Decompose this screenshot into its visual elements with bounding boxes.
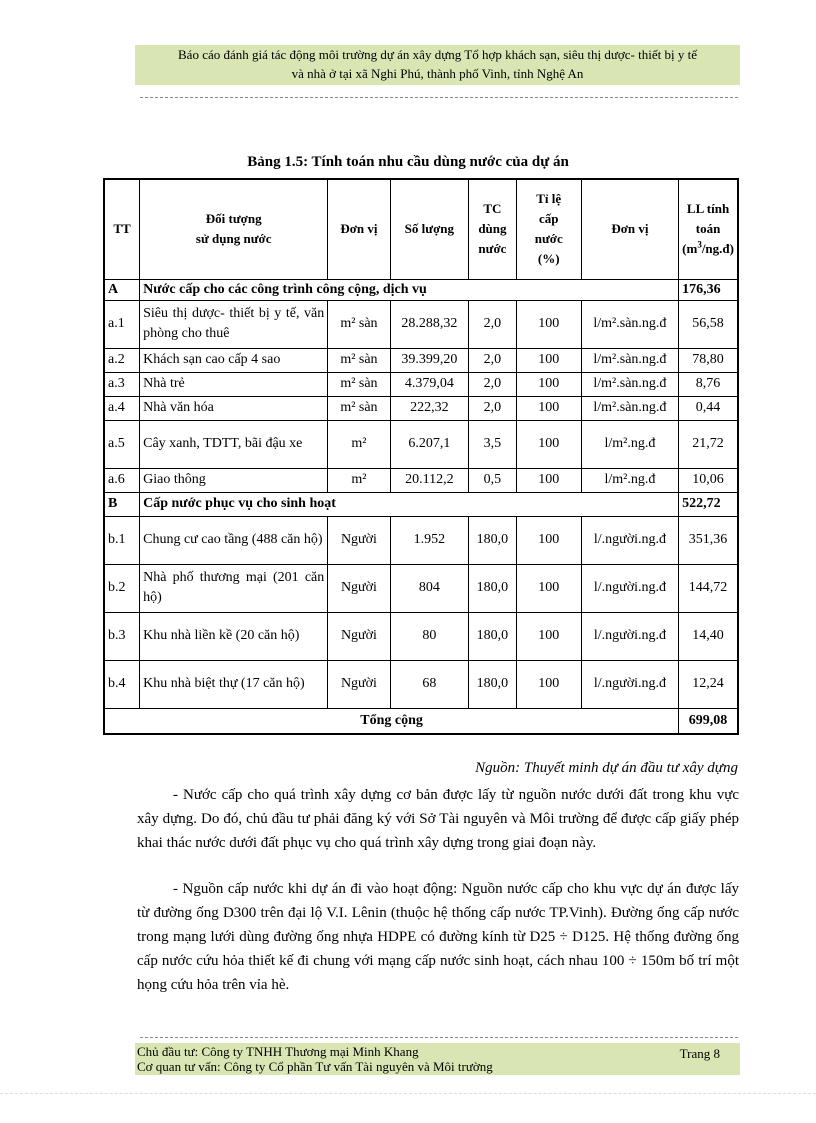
row-unit2: l/m².ng.đ — [581, 468, 678, 492]
footer-consultant: Cơ quan tư vấn: Công ty Cổ phần Tư vấn Tài nguyên và Môi trường — [137, 1059, 493, 1074]
section-b-total: 522,72 — [679, 492, 738, 516]
header-object — [140, 179, 328, 279]
row-object: Chung cư cao tầng (488 căn hộ) — [140, 516, 328, 564]
header-line-1: Báo cáo đánh giá tác động môi trường dự án xây dựng Tổ hợp khách sạn, siêu thị dược- thiết bị y tế — [178, 47, 697, 62]
row-unit: m² sàn — [328, 396, 390, 420]
row-object: Nhà văn hóa — [140, 396, 328, 420]
row-ratio: 100 — [516, 660, 581, 708]
row-ll: 14,40 — [679, 612, 738, 660]
row-object: Cây xanh, TDTT, bãi đậu xe — [140, 420, 328, 468]
header-unit: Đơn vị — [328, 179, 390, 279]
water-demand-table — [103, 178, 739, 735]
row-ratio: 100 — [516, 468, 581, 492]
header-ratio-line: cấp — [538, 211, 559, 227]
row-quantity: 1.952 — [390, 516, 468, 564]
section-a-id: A — [104, 279, 140, 300]
source-note: Nguồn: Thuyết minh dự án đầu tư xây dựng — [475, 760, 738, 776]
row-tc: 3,5 — [469, 420, 517, 468]
paragraph-2: - Nguồn cấp nước khi dự án đi vào hoạt động: Nguồn nước cấp cho khu vực dự án được lấy từ đường ống D300 trên đại lộ V.I. Lênin (thuộc hệ thống cấp nước TP.Vinh). Đường ống cấp nước trong mạng lưới dùng đường ống nhựa HDPE có đường kính từ D25 ÷ D125. Hệ thống đường ống cấp nước cứu hỏa thiết kế đi chung với mạng cấp nước sinh hoạt, cách nhau 100 ÷ 150m bố trí một họng cứu hỏa trên vỉa hè. — [137, 881, 739, 993]
row-tt: b.4 — [104, 660, 140, 708]
section-b-row — [104, 492, 738, 516]
section-b-label: Cấp nước phục vụ cho sinh hoạt — [140, 492, 679, 516]
footer-bottom-divider — [0, 1093, 816, 1094]
table-header-row — [104, 179, 738, 279]
header-tc-line: TC — [483, 201, 502, 217]
row-quantity: 20.112,2 — [390, 468, 468, 492]
section-a-total: 176,36 — [679, 279, 738, 300]
row-tc: 2,0 — [469, 348, 517, 372]
row-unit: Người — [328, 516, 390, 564]
header-ll-unit: (m — [682, 241, 698, 257]
row-unit: m² — [328, 420, 390, 468]
row-ll: 21,72 — [679, 420, 738, 468]
table-row — [104, 516, 738, 564]
row-tt: a.4 — [104, 396, 140, 420]
row-object: Khách sạn cao cấp 4 sao — [140, 348, 328, 372]
row-unit2: l/.người.ng.đ — [581, 516, 678, 564]
row-ll: 0,44 — [679, 396, 738, 420]
row-unit2: l/.người.ng.đ — [581, 564, 678, 612]
row-ll: 78,80 — [679, 348, 738, 372]
row-tt: a.2 — [104, 348, 140, 372]
row-unit: Người — [328, 612, 390, 660]
row-unit2: l/.người.ng.đ — [581, 612, 678, 660]
table-row — [104, 564, 738, 612]
row-quantity: 68 — [390, 660, 468, 708]
row-unit2: l/m².sàn.ng.đ — [581, 396, 678, 420]
header-ratio-line: (%) — [537, 251, 560, 267]
row-object: Siêu thị dược- thiết bị y tế, văn phòng cho thuê — [140, 300, 328, 348]
row-object: Khu nhà liền kề (20 căn hộ) — [140, 612, 328, 660]
header-ll-line: toán — [695, 221, 721, 237]
table-row — [104, 372, 738, 396]
header-object-line: sử dụng nước — [195, 231, 272, 247]
row-tt: b.2 — [104, 564, 140, 612]
row-tt: a.6 — [104, 468, 140, 492]
row-unit2: l/m².sàn.ng.đ — [581, 300, 678, 348]
row-ratio: 100 — [516, 372, 581, 396]
row-ratio: 100 — [516, 516, 581, 564]
table-row — [104, 396, 738, 420]
row-tt: b.3 — [104, 612, 140, 660]
row-unit2: l/m².ng.đ — [581, 420, 678, 468]
row-ll: 8,76 — [679, 372, 738, 396]
row-tc: 180,0 — [469, 660, 517, 708]
row-tt: a.1 — [104, 300, 140, 348]
table-row — [104, 612, 738, 660]
row-ratio: 100 — [516, 420, 581, 468]
total-label: Tổng cộng — [104, 708, 679, 734]
row-tc: 0,5 — [469, 468, 517, 492]
header-unit2: Đơn vị — [581, 179, 678, 279]
row-tt: a.3 — [104, 372, 140, 396]
table-row — [104, 348, 738, 372]
row-ratio: 100 — [516, 396, 581, 420]
page-number: Trang 8 — [679, 1046, 720, 1061]
header-ll-line — [682, 239, 734, 259]
row-quantity: 222,32 — [390, 396, 468, 420]
section-b-id: B — [104, 492, 140, 516]
row-ll: 144,72 — [679, 564, 738, 612]
row-unit2: l/m².sàn.ng.đ — [581, 372, 678, 396]
row-object: Khu nhà biệt thự (17 căn hộ) — [140, 660, 328, 708]
header-line-2: và nhà ở tại xã Nghi Phú, thành phố Vinh, tỉnh Nghệ An — [291, 66, 584, 81]
table-row — [104, 660, 738, 708]
header-ratio — [516, 179, 581, 279]
row-ratio: 100 — [516, 348, 581, 372]
row-object: Giao thông — [140, 468, 328, 492]
row-object: Nhà trẻ — [140, 372, 328, 396]
row-quantity: 39.399,20 — [390, 348, 468, 372]
total-value: 699,08 — [679, 708, 738, 734]
footer-investor: Chủ đầu tư: Công ty TNHH Thương mại Minh Khang — [137, 1044, 419, 1059]
table-row — [104, 420, 738, 468]
header-quantity: Số lượng — [390, 179, 468, 279]
table-row — [104, 300, 738, 348]
table-title: Bảng 1.5: Tính toán nhu cầu dùng nước của dự án — [247, 154, 569, 170]
row-unit2: l/.người.ng.đ — [581, 660, 678, 708]
header-ll — [679, 179, 738, 279]
header-ll-line: LL tính — [686, 201, 730, 217]
row-tc: 2,0 — [469, 396, 517, 420]
section-a-label: Nước cấp cho các công trình công cộng, dịch vụ — [140, 279, 679, 300]
row-unit: Người — [328, 564, 390, 612]
row-object: Nhà phố thương mại (201 căn hộ) — [140, 564, 328, 612]
row-ratio: 100 — [516, 612, 581, 660]
row-quantity: 804 — [390, 564, 468, 612]
row-unit2: l/m².sàn.ng.đ — [581, 348, 678, 372]
row-ll: 12,24 — [679, 660, 738, 708]
header-tt: TT — [104, 179, 140, 279]
row-unit: m² — [328, 468, 390, 492]
row-tt: b.1 — [104, 516, 140, 564]
row-ratio: 100 — [516, 300, 581, 348]
header-divider — [140, 97, 738, 98]
row-unit: m² sàn — [328, 372, 390, 396]
row-tc: 180,0 — [469, 612, 517, 660]
row-ll: 10,06 — [679, 468, 738, 492]
row-ll: 351,36 — [679, 516, 738, 564]
header-tc-line: dùng — [478, 221, 507, 237]
row-ll: 56,58 — [679, 300, 738, 348]
row-tc: 2,0 — [469, 300, 517, 348]
total-row — [104, 708, 738, 734]
header-tc — [469, 179, 517, 279]
header-tc-line: nước — [478, 241, 507, 257]
section-a-row — [104, 279, 738, 300]
row-quantity: 28.288,32 — [390, 300, 468, 348]
row-quantity: 4.379,04 — [390, 372, 468, 396]
paragraph-1: - Nước cấp cho quá trình xây dựng cơ bản được lấy từ nguồn nước dưới đất trong khu vực xây dựng. Do đó, chủ đầu tư phải đăng ký với Sở Tài nguyên và Môi trường để được cấp giấy phép khai thác nước dưới đất phục vụ cho quá trình xây dựng trong giai đoạn này. — [137, 787, 739, 851]
row-tt: a.5 — [104, 420, 140, 468]
row-tc: 180,0 — [469, 564, 517, 612]
header-object-line: Đối tượng — [205, 211, 262, 227]
header-ratio-line: nước — [534, 231, 563, 247]
header-ll-sup: 3 — [697, 239, 702, 250]
row-unit: Người — [328, 660, 390, 708]
header-ll-unit: /ng.đ) — [701, 241, 734, 257]
table-row — [104, 468, 738, 492]
row-quantity: 6.207,1 — [390, 420, 468, 468]
row-ratio: 100 — [516, 564, 581, 612]
row-tc: 180,0 — [469, 516, 517, 564]
header-ratio-line: Tỉ lệ — [536, 191, 562, 207]
footer-left — [137, 1044, 493, 1074]
row-tc: 2,0 — [469, 372, 517, 396]
footer-divider — [140, 1037, 738, 1038]
row-unit: m² sàn — [328, 300, 390, 348]
page-header — [135, 45, 740, 85]
row-unit: m² sàn — [328, 348, 390, 372]
page-footer — [135, 1043, 740, 1075]
row-quantity: 80 — [390, 612, 468, 660]
